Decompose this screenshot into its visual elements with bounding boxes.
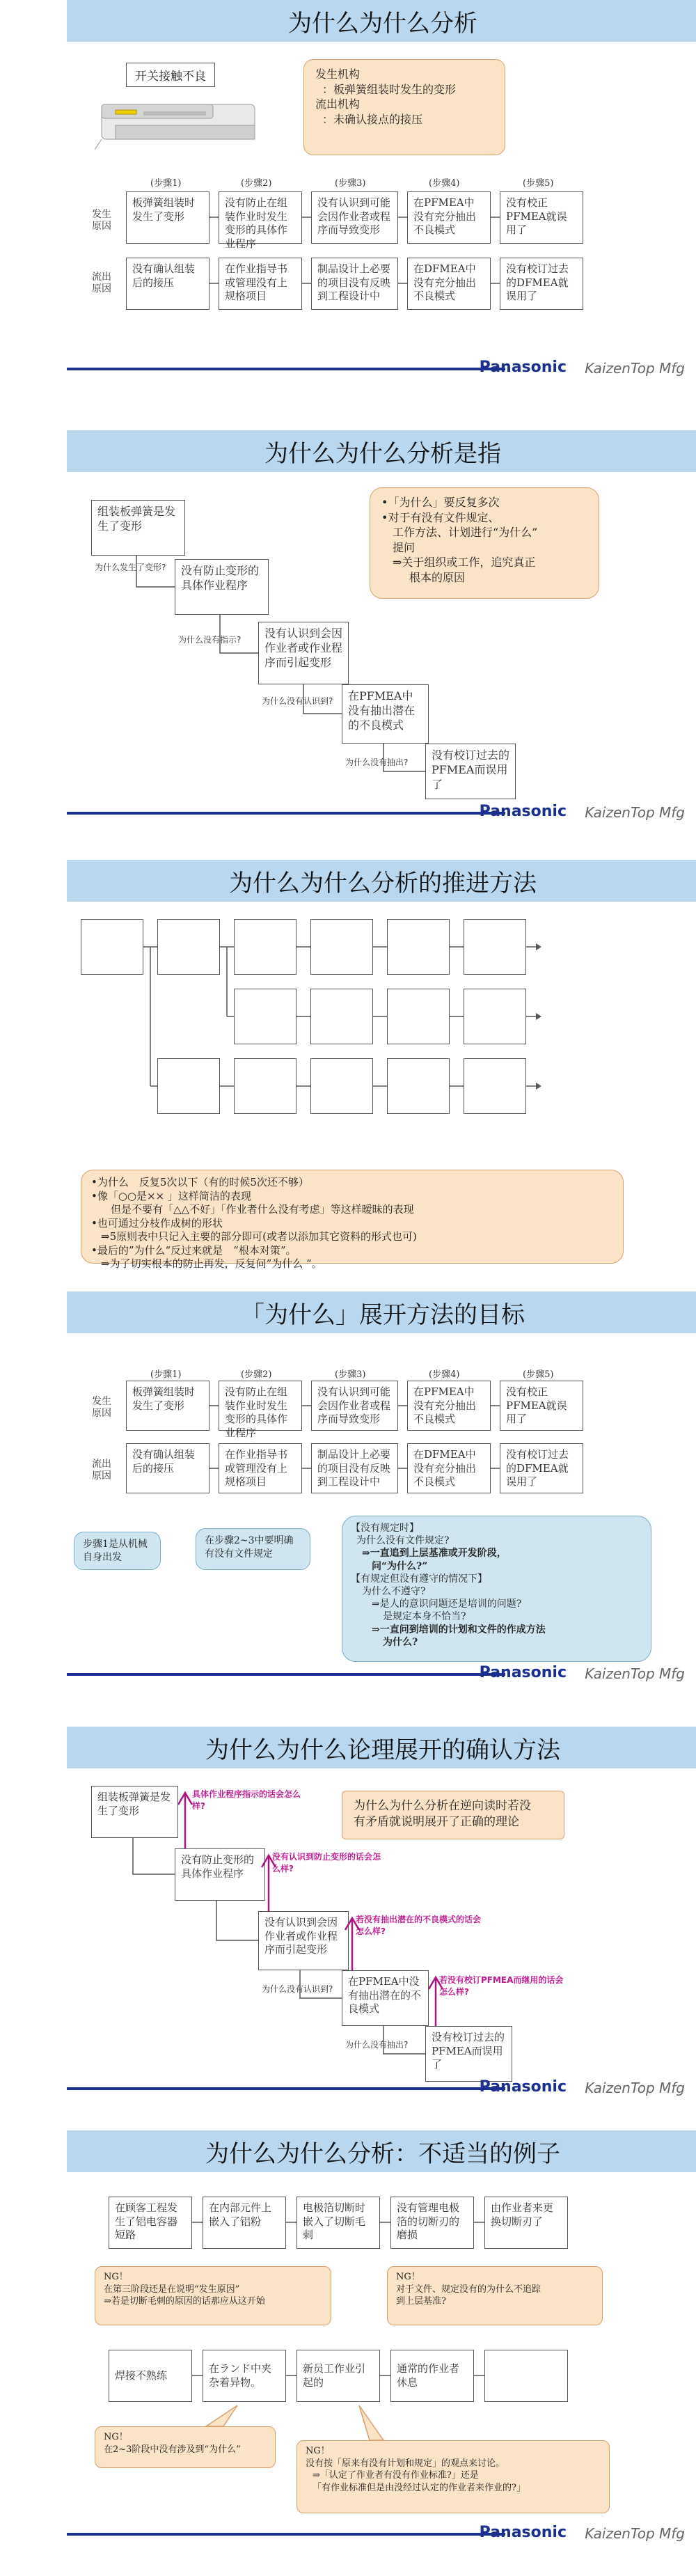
- brand-suffix: KaizenTop Mfg: [585, 2525, 685, 2542]
- why-box: 没有校订过去的PFMEA而误用了: [425, 2026, 512, 2082]
- ng-note: [95, 2426, 276, 2468]
- note-line: 没有按「原来有没有计划和规定」的观点来讨论。: [306, 2458, 505, 2469]
- brand-suffix: KaizenTop Mfg: [585, 804, 685, 821]
- note-line: 问“为什么?”: [372, 1560, 428, 1572]
- why-box: 在PFMEA中没有抽出潜在的不良模式: [342, 1970, 429, 2026]
- example-box: 没有管理电极箔的切断刃的磨损: [390, 2197, 474, 2249]
- slide-1: [67, 0, 696, 418]
- step-label: (步骤1): [150, 178, 182, 189]
- ng-note: [296, 2440, 610, 2513]
- why-box: 没有防止变形的具体作业程序: [175, 559, 269, 615]
- note-line: 根本的原因: [409, 570, 466, 584]
- cause-box: 没有确认组装后的接压: [126, 1443, 209, 1493]
- cause-box: 在PFMEA中没有充分抽出不良模式: [407, 191, 491, 244]
- footer-line: [67, 812, 505, 815]
- slide-6: [67, 2130, 696, 2573]
- note-line: ⇒关于组织或工作，追究真正: [393, 556, 536, 570]
- ng-label: NG！: [396, 2272, 420, 2282]
- why-question: 为什么没有指示?: [178, 635, 242, 645]
- note-line: ⇒「认定了作业者有没有作业标准?」还是: [313, 2470, 479, 2481]
- row-label-outflow: 流出 原因: [92, 272, 111, 294]
- arrow-head-icon: [536, 1083, 541, 1090]
- example-box: 在内部元件上嵌入了铝粉: [203, 2197, 286, 2249]
- example-box: 在ランド中夹杂着异物。: [203, 2350, 286, 2402]
- note-line: 「有作业标准但是由没经过认定的作业者来作业的?」: [313, 2482, 525, 2493]
- note-line: 在第三阶段还是在说明“发生原因”: [104, 2284, 240, 2295]
- example-box: 焊接不熟练: [109, 2350, 192, 2402]
- note-line: ⇒为了切实根本的防止再发，反复问”为什么 “。: [101, 1257, 322, 1270]
- footer-line: [67, 368, 505, 370]
- note-line: ⇒一直问到培训的计划和文件的作成方法: [372, 1624, 546, 1635]
- cause-box: 没有防止在组装作业时发生变形的具体作业程序: [219, 1381, 302, 1431]
- note-line: •也可通过分枝作成树的形状: [91, 1216, 223, 1230]
- brand-suffix: KaizenTop Mfg: [585, 2080, 685, 2096]
- why-question: 为什么没有抽出?: [345, 757, 409, 767]
- note-line: 在2~3阶段中没有涉及到“为什么”: [104, 2444, 241, 2455]
- step-label: (步骤5): [523, 1369, 554, 1380]
- note-line: 【没有规定时】: [351, 1523, 419, 1534]
- step-label: (步骤5): [523, 178, 554, 189]
- note-line: ⇒一直追到上层基准或开发阶段，: [362, 1548, 507, 1560]
- step-label: (步骤4): [429, 1369, 460, 1380]
- cause-box: 在DFMEA中没有充分抽出不良模式: [407, 258, 491, 310]
- callout-step2-3: 在步骤2~3中要明确有没有文件规定: [196, 1528, 310, 1570]
- cause-box: 没有防止在组装作业时发生变形的具体作业程序: [219, 191, 302, 244]
- note-line: 流出机构: [315, 97, 361, 111]
- example-box: 由作业者来更换切断刃了: [484, 2197, 568, 2249]
- image-caption: 开关接触不良: [126, 63, 215, 87]
- cause-box: 没有校正PFMEA就误用了: [500, 191, 583, 244]
- slide-title: 为什么为什么分析: [67, 0, 696, 42]
- note-line: 对于文件、规定没有的为什么不追踪: [396, 2284, 541, 2295]
- step-label: (步骤2): [241, 178, 272, 189]
- cause-box: 在PFMEA中没有充分抽出不良模式: [407, 1381, 491, 1431]
- cause-box: 在作业指导书或管理没有上规格项目: [219, 258, 302, 310]
- why-box: 没有防止变形的具体作业程序: [175, 1848, 265, 1901]
- note-line: 为什么为什么分析在逆向读时若没: [354, 1799, 531, 1813]
- slide-4: [67, 1291, 696, 1709]
- arrow-head-icon: [536, 943, 541, 950]
- footer-line: [67, 2087, 505, 2090]
- row-label-outflow: 流出 原因: [92, 1459, 111, 1482]
- reverse-check: 没有认识到防止变形的话会怎么样?: [272, 1852, 381, 1874]
- footer-line: [67, 2533, 505, 2536]
- note-line: ⇒若是切断毛刺的原因的话那应从这开始: [104, 2296, 265, 2307]
- note-line: 【有规定但没有遵守的情况下】: [351, 1573, 487, 1585]
- example-box: 通常的作业者休息: [390, 2350, 474, 2402]
- note-line: 提问: [393, 540, 416, 554]
- logic-note: [342, 1791, 564, 1839]
- example-box: 电极箔切断时嵌入了切断毛刺: [296, 2197, 380, 2249]
- note-line: •最后的”为什么“反过来就是 “根本对策”。: [91, 1243, 296, 1257]
- reverse-check: 具体作业程序指示的话会怎么样?: [192, 1789, 301, 1811]
- ng-label: NG！: [306, 2446, 330, 2456]
- step-label: (步骤3): [335, 178, 366, 189]
- slide-2: [67, 430, 696, 848]
- row-connectors: [67, 0, 696, 418]
- brand-logo: Panasonic: [479, 2078, 567, 2096]
- note-line: •像「○○是×× 」这样简洁的表现: [91, 1189, 251, 1202]
- note-line: ：未确认接点的接压: [322, 112, 423, 126]
- cause-box: 板弹簧组装时发生了变形: [126, 191, 209, 244]
- note-line: •对于有没有文件规定、: [381, 510, 500, 524]
- cause-box: 没有认识到可能会因作业者或程序而导致变形: [311, 1381, 398, 1431]
- why-box: 没有认识到会因作业者或作业程序而引起变形: [258, 622, 349, 684]
- cause-box: 没有校订过去的DFMEA就误用了: [500, 1443, 583, 1493]
- step-label: (步骤4): [429, 178, 460, 189]
- brand-logo: Panasonic: [479, 359, 567, 376]
- cause-box: 板弹簧组装时发生了变形: [126, 1381, 209, 1431]
- why-question: 为什么没有认识到?: [262, 1984, 333, 1994]
- example-box: 在顾客工程发生了铝电容器短路: [109, 2197, 192, 2249]
- ng-label: NG！: [104, 2272, 128, 2282]
- cause-box: 没有校订过去的DFMEA就误用了: [500, 258, 583, 310]
- arrow-head-icon: [536, 1013, 541, 1020]
- why-question: 为什么发生了变形?: [95, 563, 166, 572]
- note-line: 到上层基准?: [396, 2296, 446, 2307]
- brand-logo: Panasonic: [479, 2524, 567, 2541]
- cause-box: 没有校正PFMEA就误用了: [500, 1381, 583, 1431]
- why-question: 为什么没有认识到?: [262, 696, 333, 706]
- step-label: (步骤2): [241, 1369, 272, 1380]
- note-line: 为什么没有文件规定?: [356, 1535, 450, 1547]
- why-box: 没有校订过去的PFMEA而误用了: [425, 744, 516, 799]
- note-line: ⇒是人的意识问题还是培训的问题?: [372, 1599, 522, 1610]
- why-question: 为什么没有抽出?: [345, 2040, 409, 2050]
- cause-box: 制品设计上必要的项目没有反映到工程设计中: [311, 258, 398, 310]
- row-label-occurrence: 发生 原因: [92, 1396, 111, 1419]
- note-line: •为什么 反复5次以下（有的时候5次还不够）: [91, 1176, 309, 1188]
- cause-box: 没有认识到可能会因作业者或程序而导致变形: [311, 191, 398, 244]
- note-line: 有矛盾就说明展开了正确的理论: [354, 1814, 519, 1829]
- callout-step1: 步骤1是从机械自身出发: [74, 1532, 161, 1570]
- cause-box: 没有确认组装后的接压: [126, 258, 209, 310]
- note-line: ：板弹簧组装时发生的变形: [322, 82, 457, 96]
- slide-title: 为什么为什么分析：不适当的例子: [67, 2130, 696, 2172]
- brand-suffix: KaizenTop Mfg: [585, 1665, 685, 1682]
- note-line: 为什么不遵守?: [362, 1585, 426, 1597]
- cause-box: 在DFMEA中没有充分抽出不良模式: [407, 1443, 491, 1493]
- repeat-note: [370, 487, 599, 599]
- brand-suffix: KaizenTop Mfg: [585, 360, 685, 377]
- method-note: [81, 1170, 624, 1270]
- why-box: 没有认识到会因作业者或作业程序而引起变形: [258, 1911, 349, 1970]
- cause-box: 在作业指导书或管理没有上规格项目: [219, 1443, 302, 1493]
- step-label: (步骤3): [335, 1369, 366, 1380]
- slide-3: [67, 860, 696, 1278]
- note-line: •「为什么」要反复多次: [381, 496, 500, 509]
- note-line: 是规定本身不恰当?: [383, 1611, 466, 1623]
- slide-5: [67, 1727, 696, 2116]
- note-line: ⇒5原则表中只记入主要的部分即可(或者以添加其它资料的形式也可): [101, 1230, 417, 1243]
- ng-label: NG！: [104, 2432, 128, 2442]
- footer-line: [67, 1673, 505, 1676]
- reverse-check: 若没有抽出潜在的不良模式的话会怎么样?: [356, 1915, 482, 1936]
- row-label-occurrence: 发生 原因: [92, 209, 111, 232]
- reverse-arrows: [67, 1727, 696, 2116]
- note-line: 发生机构: [315, 68, 361, 81]
- why-box: 组装板弹簧是发生了变形: [91, 1786, 178, 1838]
- callout-rules: [342, 1516, 651, 1662]
- slide-title: 为什么为什么分析的推进方法: [67, 860, 696, 902]
- example-box: 新员工作业引起的: [296, 2350, 380, 2402]
- reverse-check: 若没有校订PFMEA而继用的话会怎么样?: [439, 1975, 564, 1997]
- why-box: 组装板弹簧是发生了变形: [91, 500, 185, 556]
- note-line: 工作方法、计划进行“为什么”: [393, 526, 538, 540]
- slide-title: 为什么为什么论理展开的确认方法: [67, 1727, 696, 1768]
- brand-logo: Panasonic: [479, 803, 567, 820]
- slide-title: 「为什么」展开方法的目标: [67, 1291, 696, 1333]
- slide-title: 为什么为什么分析是指: [67, 430, 696, 472]
- why-box: 在PFMEA中没有抽出潜在的不良模式: [342, 684, 429, 744]
- note-line: 为什么?: [383, 1636, 418, 1648]
- cause-box: 制品设计上必要的项目没有反映到工程设计中: [311, 1443, 398, 1493]
- step-label: (步骤1): [150, 1369, 182, 1380]
- brand-logo: Panasonic: [479, 1664, 567, 1681]
- note-line: 但是不要有「△△不好」「作业者什么没有考虑」等这样暧昧的表现: [111, 1203, 414, 1216]
